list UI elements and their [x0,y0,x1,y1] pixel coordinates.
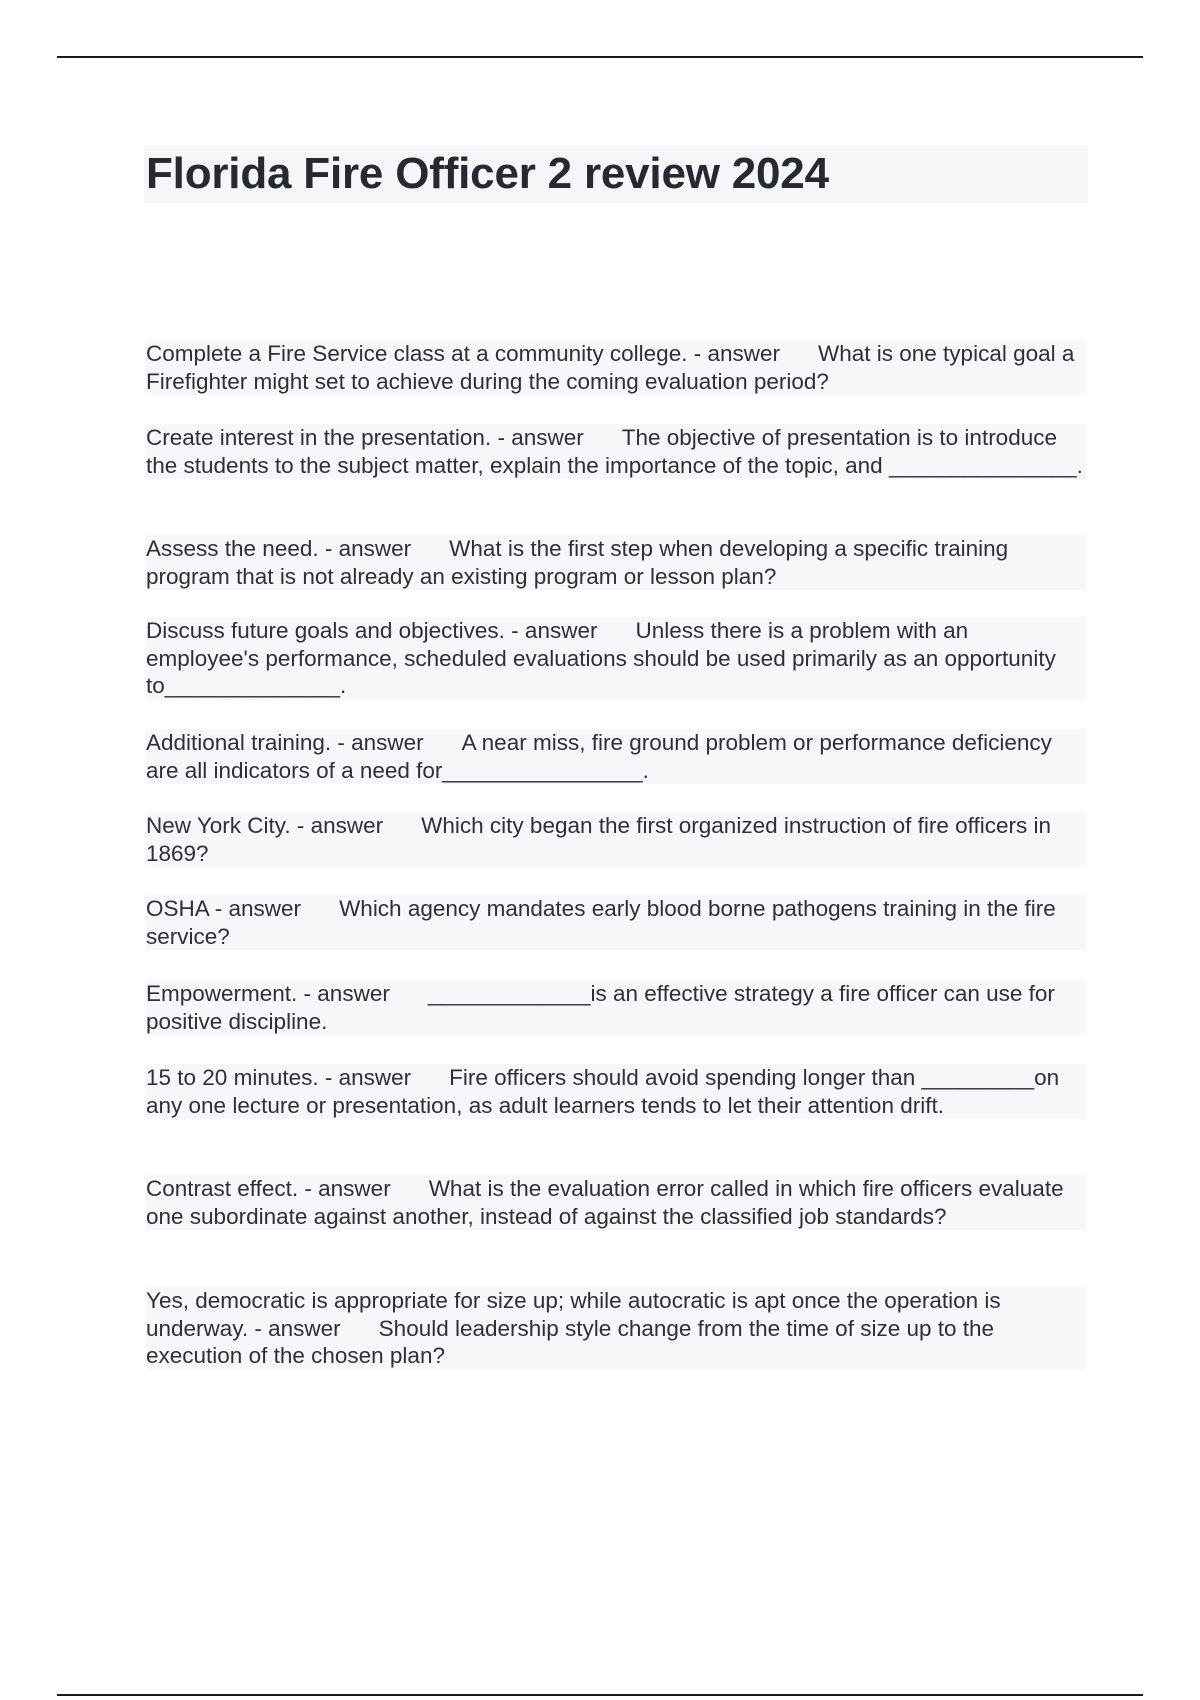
answer-text: Additional training. - answer [146,730,424,755]
question-text: Unless there is a problem with an employee's performance, scheduled evaluations should be used primarily as an opportunity to______________. [146,618,1056,698]
qa-entry-10 [146,1175,1086,1230]
answer-text: New York City. - answer [146,813,384,838]
qa-entry-7 [146,895,1086,950]
qa-entry-6 [146,812,1086,867]
answer-text: Discuss future goals and objectives. - answer [146,618,598,643]
page-title: Florida Fire Officer 2 review 2024 [146,149,829,198]
question-text: What is the first step when developing a specific training program that is not already an existing program or lesson plan? [146,536,1009,589]
question-text: What is one typical goal a Firefighter might set to achieve during the coming evaluation period? [146,341,1075,394]
question-text: Should leadership style change from the time of size up to the execution of the chosen plan? [146,1315,995,1368]
answer-text: Complete a Fire Service class at a community college. - answer [146,341,780,366]
question-text: A near miss, fire ground problem or performance deficiency are all indicators of a need for________________. [146,730,1052,783]
bottom-divider [57,1694,1143,1696]
answer-text: OSHA - answer [146,896,302,921]
question-text: _____________is an effective strategy a fire officer can use for positive discipline. [146,981,1055,1034]
question-text: Which agency mandates early blood borne pathogens training in the fire service? [146,896,1056,949]
answer-text: Create interest in the presentation. - answer [146,425,584,450]
qa-entry-3 [146,535,1086,590]
answer-text: 15 to 20 minutes. - answer [146,1065,412,1090]
question-text: The objective of presentation is to introduce the students to the subject matter, explain the importance of the topic, and _______________. [146,425,1083,478]
question-text: What is the evaluation error called in which fire officers evaluate one subordinate against another, instead of against the classified job standards? [146,1176,1064,1229]
answer-text: Yes, democratic is appropriate for size up; while autocratic is apt once the operation is underway. - answer [146,1288,1001,1341]
question-text: Fire officers should avoid spending longer than _________on any one lecture or presentation, as adult learners tends to let their attention drift. [146,1065,1060,1118]
qa-entry-5 [146,729,1086,784]
top-divider [57,56,1143,58]
qa-entry-4 [146,617,1086,700]
answer-text: Assess the need. - answer [146,536,412,561]
qa-entry-9 [146,1064,1086,1119]
answer-text: Contrast effect. - answer [146,1176,391,1201]
qa-entry-1 [146,340,1086,395]
qa-entry-11 [146,1287,1086,1370]
qa-entry-8 [146,980,1086,1035]
qa-entry-2 [146,424,1086,479]
answer-text: Empowerment. - answer [146,981,390,1006]
question-text: Which city began the first organized instruction of fire officers in 1869? [146,813,1052,866]
